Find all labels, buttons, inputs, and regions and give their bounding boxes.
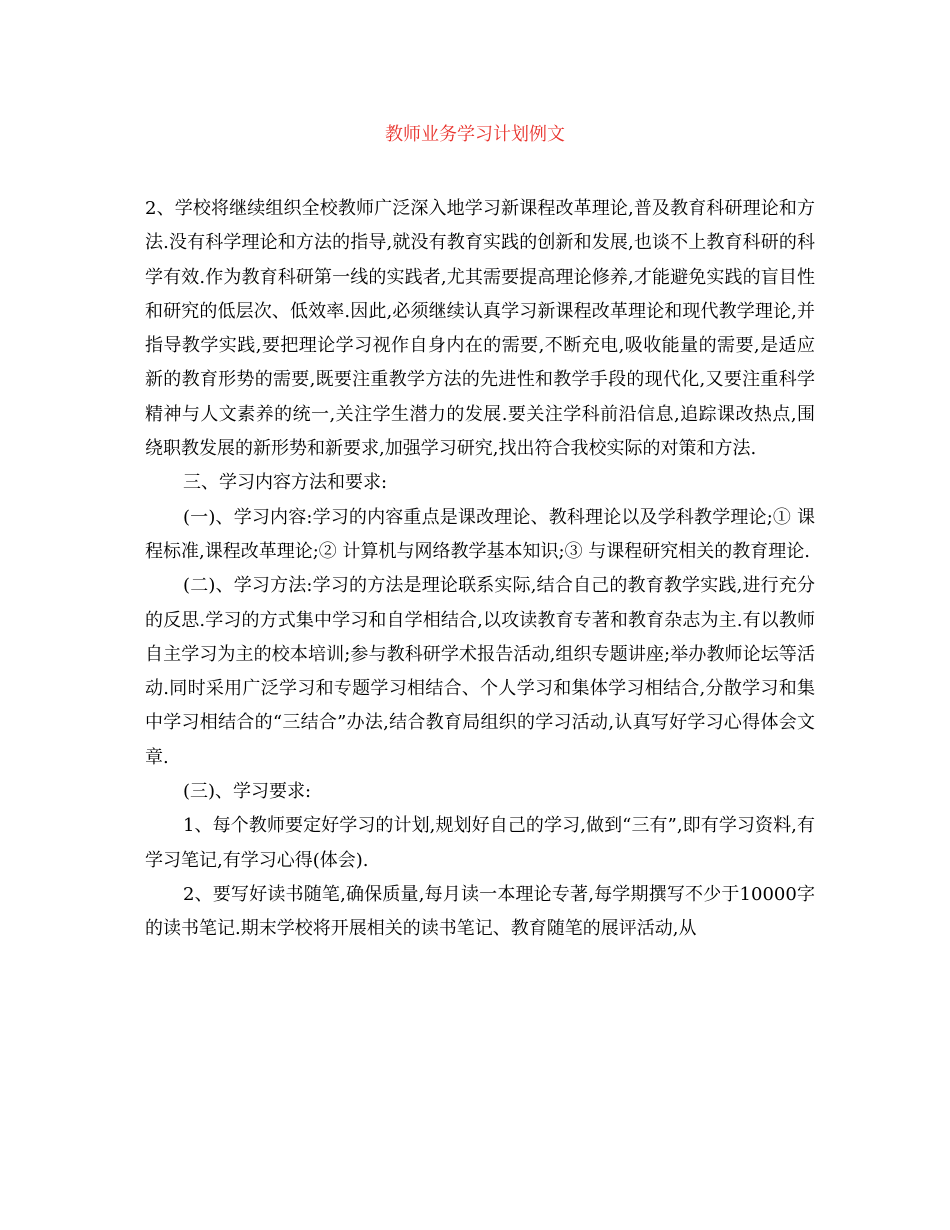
paragraph-5: (三)、学习要求: (183, 781, 312, 803)
paragraph-6: 1、每个教师要定好学习的计划,规划好自己的学习,做到“三有”,即有学习资料,有学习笔记,有学习心得(体会). (145, 815, 815, 871)
document-title: 教师业务学习计划例文 (385, 124, 565, 145)
paragraph-2: 三、学习内容方法和要求: (183, 472, 388, 494)
paragraph-1: 2、学校将继续组织全校教师广泛深入地学习新课程改革理论,普及教育科研理论和方法.没有科学理论和方法的指导,就没有教育实践的创新和发展,也谈不上教育科研的科学有效.作为教育科研第一线的实践者,尤其需要提高理论修养,才能避免实践的盲目性和研究的低层次、低效率.因此,必须继续认真学习新课程改革理论和现代教学理论,并指导教学实践,要把理论学习视作自身内在的需要,不断充电,吸收能量的需要,是适应新的教育形势的需要,既要注重教学方法的先进性和教学手段的现代化,又要注重科学精神与人文素养的统一,关注学生潜力的发展.要关注学科前沿信息,追踪课改热点,围绕职教发展的新形势和新要求,加强学习研究,找出符合我校实际的对策和方法. (145, 198, 815, 460)
paragraph-4: (二)、学习方法:学习的方法是理论联系实际,结合自己的教育教学实践,进行充分的反思.学习的方式集中学习和自学相结合,以攻读教育专著和教育杂志为主.有以教师自主学习为主的校本培训;参与教科研学术报告活动,组织专题讲座;举办教师论坛等活动.同时采用广泛学习和专题学习相结合、个人学习和集体学习相结合,分散学习和集中学习相结合的“三结合”办法,结合教育局组织的学习活动,认真写好学习心得体会文章. (145, 575, 815, 768)
paragraph-7: 2、要写好读书随笔,确保质量,每月读一本理论专著,每学期撰写不少于10000字的读书笔记.期末学校将开展相关的读书笔记、教育随笔的展评活动,从 (145, 883, 815, 940)
document-body (145, 192, 815, 947)
paragraph-3: (一)、学习内容:学习的内容重点是课改理论、教科理论以及学科教学理论;① 课程标准,课程改革理论;② 计算机与网络教学基本知识;③ 与课程研究相关的教育理论. (145, 506, 815, 562)
